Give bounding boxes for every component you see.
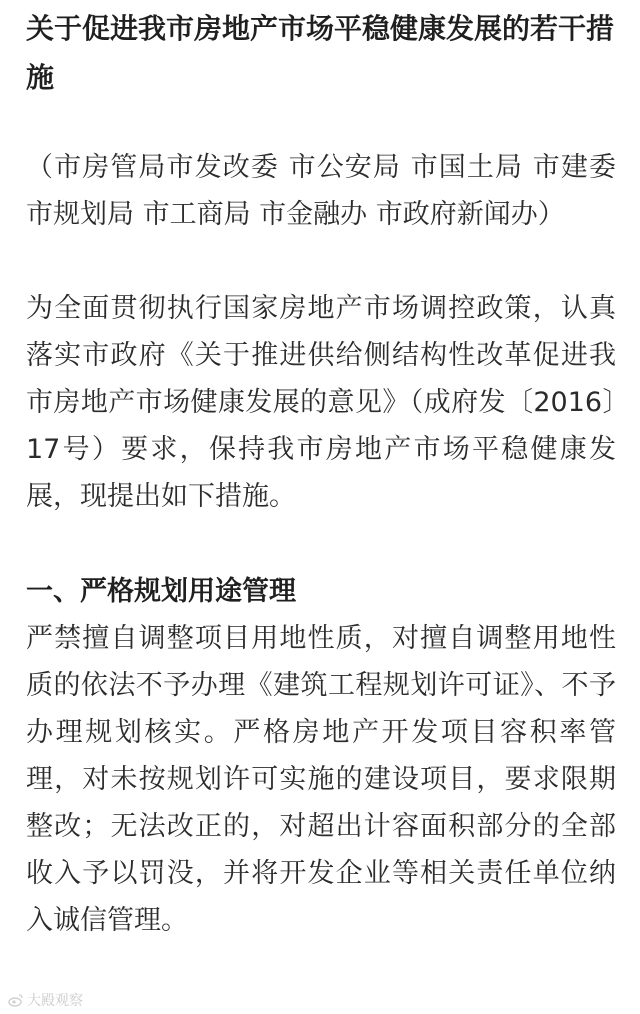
intro-paragraph: 为全面贯彻执行国家房地产市场调控政策，认真落实市政府《关于推进供给侧结构性改革促进我市房地产市场健康发展的意见》（成府发〔2016〕17号）要求，保持我市房地产市场平稳健康发展，现提出如下措施。 — [26, 293, 616, 512]
watermark-text: 大殿观察 — [27, 993, 83, 1009]
watermark — [8, 990, 83, 1010]
article — [26, 0, 616, 944]
section-body: 严禁擅自调整项目用地性质，对擅自调整用地性质的依法不予办理《建筑工程规划许可证》、不予办理规划核实。严格房地产开发项目容积率管理，对未按规划许可实施的建设项目，要求限期整改；无法改正的，对超出计容面积部分的全部收入予以罚没，并将开发企业等相关责任单位纳入诚信管理。 — [26, 623, 616, 936]
issuing-agencies: （市房管局市发改委 市公安局 市国土局 市建委 市规划局 市工商局 市金融办 市政府新闻办） — [26, 152, 616, 230]
section-heading: 一、严格规划用途管理 — [26, 576, 296, 607]
article-title: 关于促进我市房地产市场平稳健康发展的若干措施 — [26, 12, 615, 94]
weibo-logo-icon — [8, 993, 24, 1007]
